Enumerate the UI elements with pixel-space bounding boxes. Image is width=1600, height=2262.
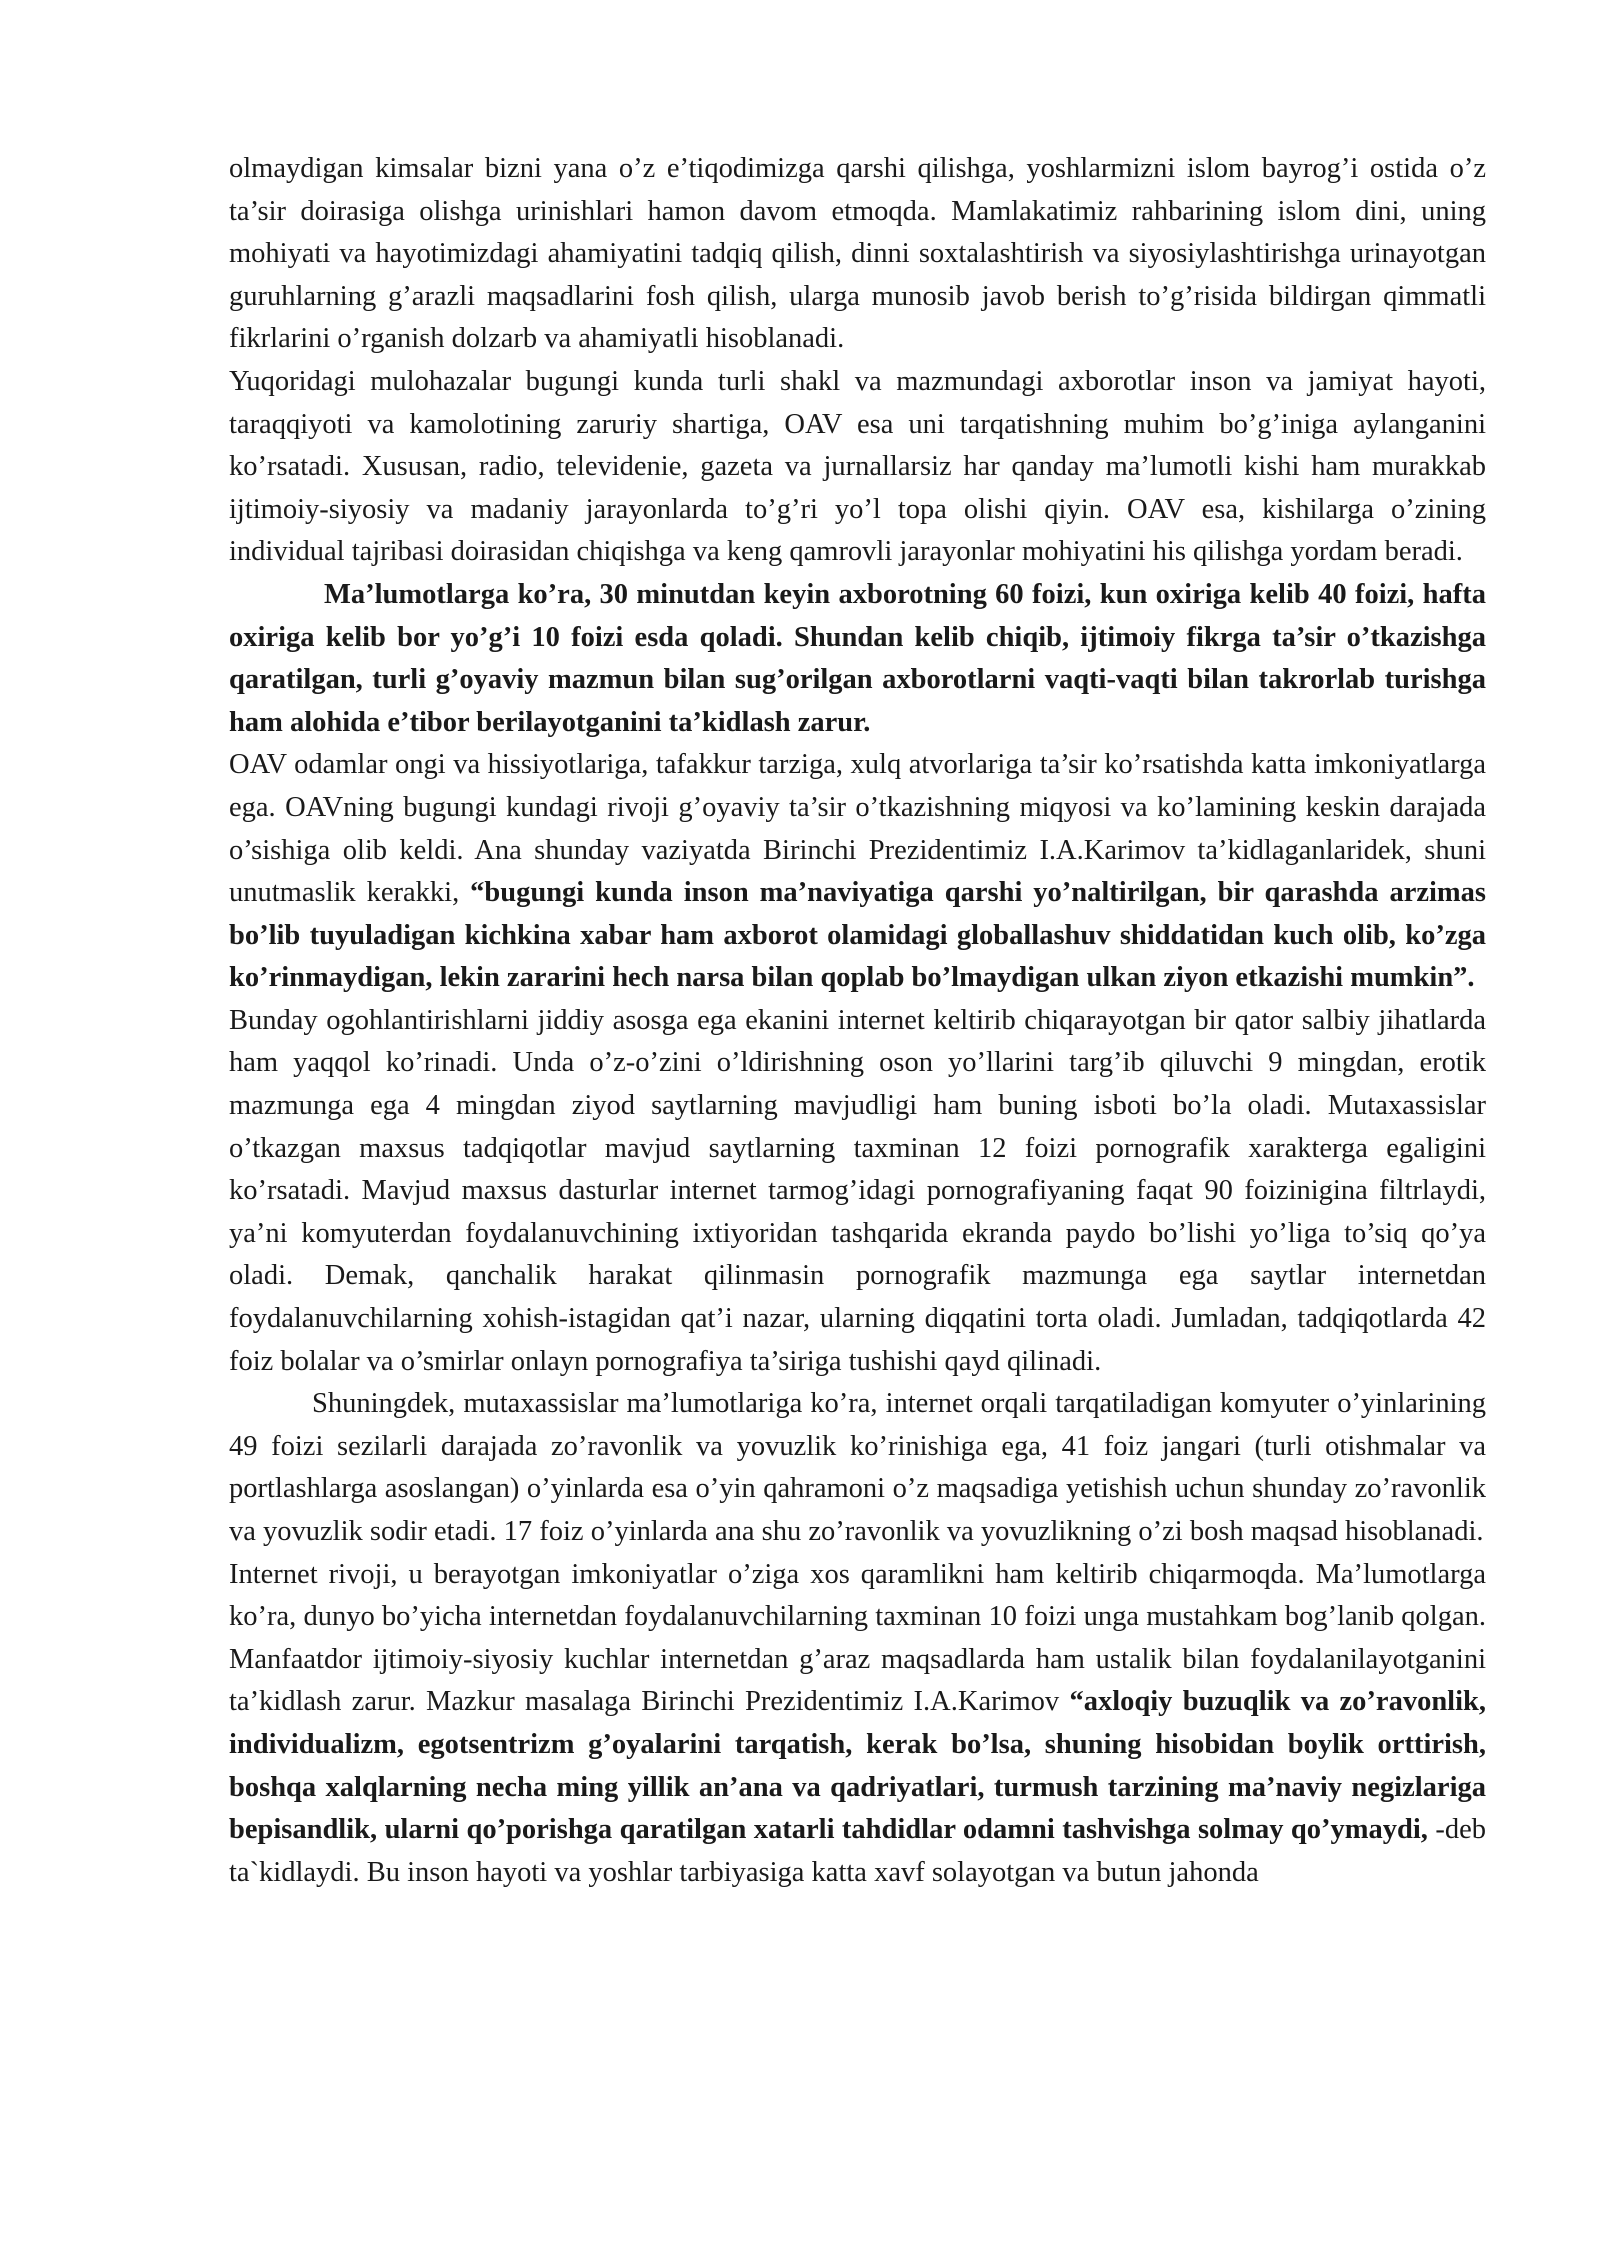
paragraph-text: Internet rivoji, u berayotgan imkoniyatlar o’ziga xos qaramlikni ham keltirib chiqarmoqda. Ma’lumotlarga ko’ra, dunyo bo’yicha internetdan foydalanuvchilarning taxminan 10 foizi unga mustahkam bog’lanib qolgan. Manfaatdor ijtimoiy-siyosiy kuchlar internetdan g’araz maqsadlarda ham ustalik bilan foydalanilayotganini ta’kidlash zarur. Mazkur masalaga Birinchi Prezidentimiz I.A.Karimov [229,1558,1486,1718]
paragraph [229,361,1486,574]
paragraph [229,148,1486,361]
quotation-bold: “axloqiy buzuqlik va zo’ravonlik, individualizm, egotsentrizm g’oyalarini tarqatish, kerak bo’lsa, shuning hisobidan boylik orttirish, boshqa xalqlarning necha ming yillik an’ana va qadriyatlari, turmush tarzining ma’naviy negizlariga bepisandlik, ularni qo’porishga qaratilgan xatarli tahdidlar odamni tashvishga solmay qo’ymaydi, [229,1686,1486,1846]
paragraph-text: -deb ta`kidlaydi. Bu inson hayoti va yoshlar tarbiyasiga katta xavf solayotgan va butun jahonda [229,1814,1487,1888]
paragraph [229,1000,1486,1383]
document-page [229,148,1486,1894]
paragraph [229,1554,1486,1895]
paragraph-text-bold: Ma’lumotlarga ko’ra, 30 minutdan keyin axborotning 60 foizi, kun oxiriga kelib 40 foizi, hafta oxiriga kelib bor yo’g’i 10 foizi esda qoladi. Shundan kelib chiqib, ijtimoiy fikrga ta’sir o’tkazishga qaratilgan, turli g’oyaviy mazmun bilan sug’orilgan axborotlarni vaqti-vaqti bilan takrorlab turishga ham alohida e’tibor berilayotganini ta’kidlash zarur. [229,578,1486,738]
paragraph-text: OAV odamlar ongi va hissiyotlariga, tafakkur tarziga, xulq atvorlariga ta’sir ko’rsatishda katta imkoniyatlarga ega. OAVning bugungi kundagi rivoji g’oyaviy ta’sir o’tkazishning miqyosi va ko’lamining keskin darajada o’sishiga olib keldi. Ana shunday vaziyatda Birinchi Prezidentimiz I.A.Karimov ta’kidlaganlaridek, shuni unutmaslik kerakki, [229,749,1486,909]
paragraph-text: Yuqoridagi mulohazalar bugungi kunda turli shakl va mazmundagi axborotlar inson va jamiyat hayoti, taraqqiyoti va kamolotining zaruriy shartiga, OAV esa uni tarqatishning muhim bo’g’iniga aylanganini ko’rsatadi. Xususan, radio, televidenie, gazeta va jurnallarsiz har qanday ma’lumotli kishi ham murakkab ijtimoiy-siyosiy va madaniy jarayonlarda to’g’ri yo’l topa olishi qiyin. OAV esa, kishilarga o’zining individual tajribasi doirasidan chiqishga va keng qamrovli jarayonlar mohiyatini his qilishga yordam beradi. [229,365,1486,568]
paragraph [229,744,1486,1000]
paragraph-text: Shuningdek, mutaxassislar ma’lumotlariga ko’ra, internet orqali tarqatiladigan komyuter o’yinlarining 49 foizi sezilarli darajada zo’ravonlik va yovuzlik ko’rinishiga ega, 41 foiz jangari (turli otishmalar va portlashlarga asoslangan) o’yinlarda esa o’yin qahramoni o’z maqsadiga yetishish uchun shunday zo’ravonlik va yovuzlik sodir etadi. 17 foiz o’yinlarda ana shu zo’ravonlik va yovuzlikning o’zi bosh maqsad hisoblanadi. [229,1388,1486,1547]
paragraph [229,1383,1486,1553]
paragraph-text: olmaydigan kimsalar bizni yana o’z e’tiqodimizga qarshi qilishga, yoshlarmizni islom bayrog’i ostida o’z ta’sir doirasiga olishga urinishlari hamon davom etmoqda. Mamlakatimiz rahbarining islom dini, uning mohiyati va hayotimizdagi ahamiyatini tadqiq qilish, dinni soxtalashtirish va siyosiylashtirishga urinayotgan guruhlarning g’arazli maqsadlarini fosh qilish, ularga munosib javob berish to’g’risida bildirgan qimmatli fikrlarini o’rganish dolzarb va ahamiyatli hisoblanadi. [229,153,1486,355]
paragraph-text: Bunday ogohlantirishlarni jiddiy asosga ega ekanini internet keltirib chiqarayotgan bir qator salbiy jihatlarda ham yaqqol ko’rinadi. Unda o’z-o’zini o’ldirishning oson yo’llarini targ’ib qiluvchi 9 mingdan, erotik mazmunga ega 4 mingdan ziyod saytlarning mavjudligi ham buning isboti bo’la oladi. Mutaxassislar o’tkazgan maxsus tadqiqotlar mavjud saytlarning taxminan 12 foizi pornografik xarakterga egaligini ko’rsatadi. Mavjud maxsus dasturlar internet tarmog’idagi pornografiyaning faqat 90 foizinigina filtrlaydi, ya’ni komyuterdan foydalanuvchining ixtiyoridan tashqarida ekranda paydo bo’lishi yo’liga to’siq qo’ya oladi. Demak, qanchalik harakat qilinmasin pornografik mazmunga ega saytlar internetdan foydalanuvchilarning xohish-istagidan qat’i nazar, ularning diqqatini torta oladi. Jumladan, tadqiqotlarda 42 foiz bolalar va o’smirlar onlayn pornografiya ta’siriga tushishi qayd qilinadi. [229,1004,1486,1377]
bold-paragraph [229,574,1486,744]
quotation-bold: “bugungi kunda inson ma’naviyatiga qarshi yo’naltirilgan, bir qarashda arzimas bo’lib tuyuladigan kichkina xabar ham axborot olamidagi globallashuv shiddatidan kuch olib, ko’zga ko’rinmaydigan, lekin zararini hech narsa bilan qoplab bo’lmaydigan ulkan ziyon etkazishi mumkin”. [229,877,1487,994]
